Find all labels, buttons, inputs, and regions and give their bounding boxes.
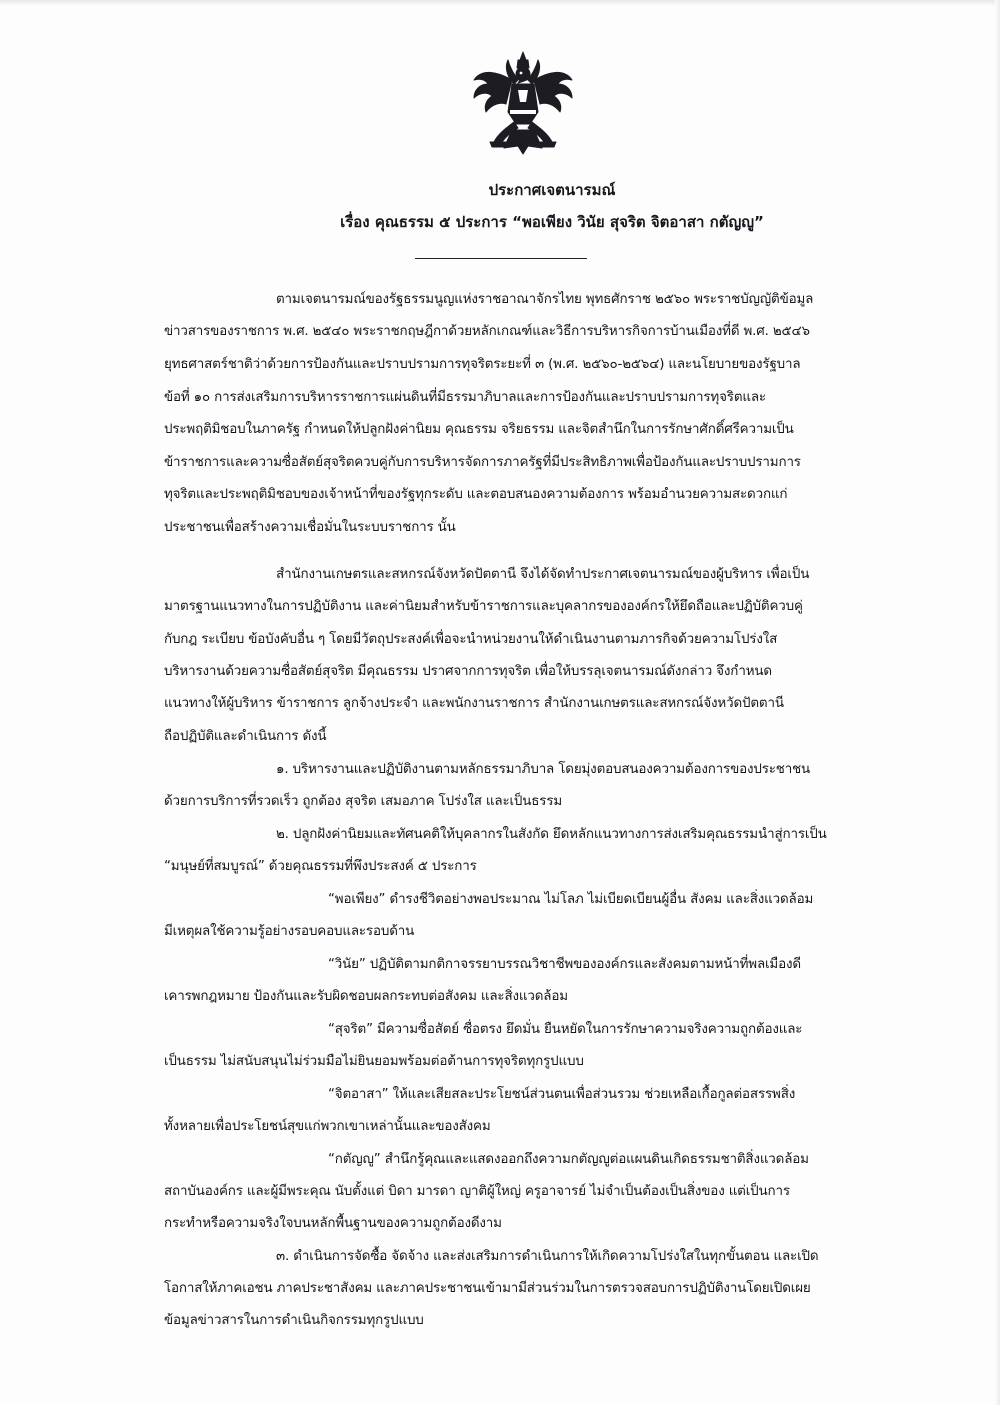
virtue-honesty-cont: เป็นธรรม ไม่สนับสนุนไม่ร่วมมือไม่ยินยอมพร้อมต่อต้านการทุจริตทุกรูปแบบ — [164, 1054, 584, 1069]
virtue-discipline-cont: เคารพกฎหมาย ป้องกันและรับผิดชอบผลกระทบต่อสังคม และสิ่งแวดล้อม — [164, 989, 568, 1004]
virtue-gratitude-cont: กระทำหรือความจริงใจบนหลักพื้นฐานของความถูกต้องดีงาม — [164, 1216, 502, 1231]
list-item-3-cont: โอกาสให้ภาคเอชน ภาคประชาสังคม และภาคประชาชนเข้ามามีส่วนร่วมในการตรวจสอบการปฏิบัติงานโดยเปิดเผย — [164, 1281, 811, 1296]
paragraph-line: ยุทธศาสตร์ชาติว่าด้วยการป้องกันและปราบปรามการทุจริตระยะที่ ๓ (พ.ศ. ๒๕๖๐-๒๕๖๔) และนโยบายของรัฐบาล — [164, 357, 801, 372]
paragraph-line: บริหารงานด้วยความซื่อสัตย์สุจริต มีคุณธรรม ปราศจากการทุจริต เพื่อให้บรรลุเจตนารมณ์ดังกล่าว จึงกำหนด — [164, 664, 772, 679]
virtue-volunteer-cont: ทั้งหลายเพื่อประโยชน์สุขแก่พวกเขาเหล่านั้นและของสังคม — [164, 1119, 491, 1134]
title-underline — [415, 258, 587, 259]
scan-edge — [0, 0, 1000, 6]
list-item-2: ๒. ปลูกฝังค่านิยมและทัศนคติให้บุคลากรในสังกัด ยึดหลักแนวทางการส่งเสริมคุณธรรมนำสู่การเป็น — [276, 827, 827, 842]
virtue-discipline: “วินัย” ปฏิบัติตามกติกาจรรยาบรรณวิชาชีพขององค์กรและสังคมตามหน้าที่พลเมืองดี — [328, 957, 801, 972]
virtue-sufficiency: “พอเพียง” ดำรงชีวิตอย่างพอประมาณ ไม่โลภ ไม่เบียดเบียนผู้อื่น สังคม และสิ่งแวดล้อม — [328, 892, 814, 907]
virtue-sufficiency-cont: มีเหตุผลใช้ความรู้อย่างรอบคอบและรอบด้าน — [164, 924, 415, 939]
paragraph-line: ข่าวสารของราชการ พ.ศ. ๒๕๔๐ พระราชกฤษฎีกาด้วยหลักเกณฑ์และวิธีการบริหารกิจการบ้านเมืองที่ดี พ.ศ. ๒๕๔๖ — [164, 324, 810, 339]
paragraph-line: ข้อที่ ๑๐ การส่งเสริมการบริหารราชการแผ่นดินที่มีธรรมาภิบาลและการป้องกันและปราบปรามการทุจริตและ — [164, 390, 766, 405]
paragraph-line: ถือปฏิบัติและดำเนินการ ดังนี้ — [164, 729, 327, 744]
virtue-honesty: “สุจริต” มีความซื่อสัตย์ ซื่อตรง ยึดมั่น ยืนหยัดในการรักษาความจริงความถูกต้องและ — [328, 1022, 803, 1037]
list-item-3: ๓. ดำเนินการจัดซื้อ จัดจ้าง และส่งเสริมการดำเนินการให้เกิดความโปร่งใสในทุกขั้นตอน และเปิด — [276, 1249, 819, 1264]
paragraph-line: ข้าราชการและความซื่อสัตย์สุจริตควบคู่กับการบริหารจัดการภาครัฐที่มีประสิทธิภาพเพื่อป้องกันและปราบปรามการ — [164, 455, 801, 470]
list-item-2-cont: “มนุษย์ที่สมบูรณ์” ด้วยคุณธรรมที่พึงประสงค์ ๕ ประการ — [164, 859, 477, 874]
list-item-1: ๑. บริหารงานและปฏิบัติงานตามหลักธรรมาภิบาล โดยมุ่งตอบสนองความต้องการของประชาชน — [276, 762, 811, 777]
list-item-1-cont: ด้วยการบริการที่รวดเร็ว ถูกต้อง สุจริต เสมอภาค โปร่งใส และเป็นธรรม — [164, 794, 563, 809]
paragraph-line: กับกฎ ระเบียบ ข้อบังคับอื่น ๆ โดยมีวัตถุประสงค์เพื่อจะนำหน่วยงานให้ดำเนินงานตามภารกิจด้วยความโปร่งใส — [164, 632, 778, 647]
garuda-emblem-icon — [468, 50, 578, 158]
paragraph-line: ทุจริตและประพฤติมิชอบของเจ้าหน้าที่ของรัฐทุกระดับ และตอบสนองความต้องการ พร้อมอำนวยความสะดวกแก่ — [164, 487, 788, 502]
virtue-gratitude-cont: สถาบันองค์กร และผู้มีพระคุณ นับตั้งแต่ บิดา มารดา ญาติผู้ใหญ่ ครูอาจารย์ ไม่จำเป็นต้องเป็นสิ่งของ แต่เป็นการ — [164, 1184, 790, 1199]
paragraph-line: ประชาชนเพื่อสร้างความเชื่อมั่นในระบบราชการ นั้น — [164, 520, 456, 535]
list-item-3-cont: ข้อมูลข่าวสารในการดำเนินกิจกรรมทุกรูปแบบ — [164, 1313, 424, 1328]
paragraph-line: แนวทางให้ผู้บริหาร ข้าราชการ ลูกจ้างประจำ และพนักงานราชการ สำนักงานเกษตรและสหกรณ์จังหวัดปัตตานี — [164, 696, 784, 711]
paragraph-line: ตามเจตนารมณ์ของรัฐธรรมนูญแห่งราชอาณาจักรไทย พุทธศักราช ๒๕๖๐ พระราชบัญญัติข้อมูล — [276, 292, 814, 307]
document-subject: เรื่อง คุณธรรม ๕ ประการ “พอเพียง วินัย สุจริต จิตอาสา กตัญญู” — [340, 213, 764, 231]
virtue-gratitude: “กตัญญู” สำนึกรู้คุณและแสดงออกถึงความกตัญญูต่อแผนดินเกิดธรรมชาติสิ่งแวดล้อม — [328, 1152, 809, 1167]
paragraph-line: ประพฤติมิชอบในภาครัฐ กำหนดให้ปลูกฝังค่านิยม คุณธรรม จริยธรรม และจิตสำนึกในการรักษาศักดิ์ศรีความเป็น — [164, 422, 794, 437]
paragraph-line: สำนักงานเกษตรและสหกรณ์จังหวัดปัตตานี จึงได้จัดทำประกาศเจตนารมณ์ของผู้บริหาร เพื่อเป็น — [276, 567, 810, 582]
paragraph-line: มาตรฐานแนวทางในการปฏิบัติงาน และค่านิยมสำหรับข้าราชการและบุคลากรขององค์กรให้ยึดถือและปฏิบัติควบคู่ — [164, 599, 803, 614]
document-title: ประกาศเจตนารมณ์ — [488, 181, 616, 199]
virtue-volunteer: “จิตอาสา” ให้และเสียสละประโยชน์ส่วนตนเพื่อส่วนรวม ช่วยเหลือเกื้อกูลต่อสรรพสิ่ง — [328, 1087, 796, 1102]
